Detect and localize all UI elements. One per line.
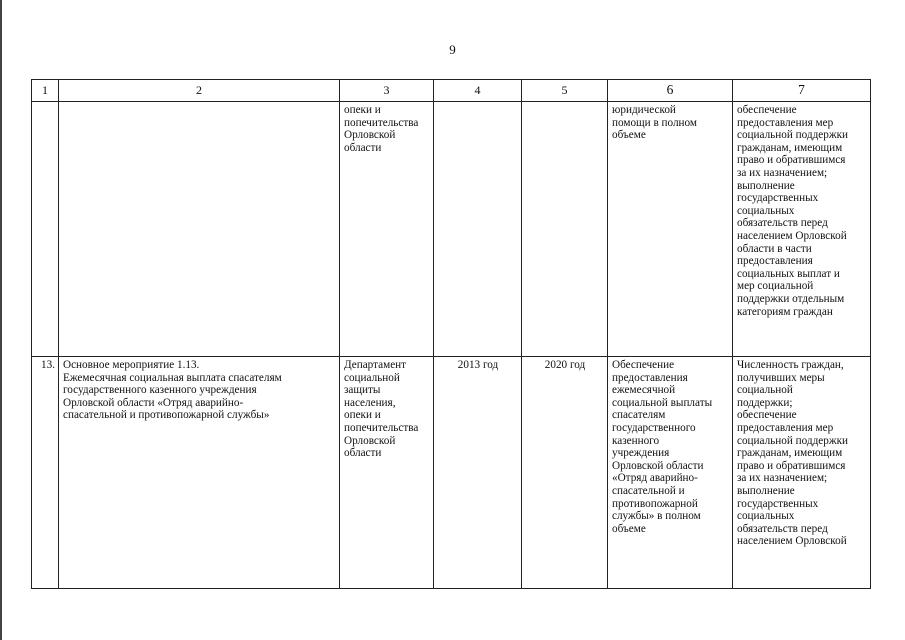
- text-line: противопожарной: [612, 497, 698, 510]
- text-line: социальных выплат и: [737, 267, 840, 280]
- item-cell-activity: [59, 357, 340, 589]
- text-line: социальной поддержки: [737, 434, 849, 447]
- text-line: выполнение: [737, 484, 795, 497]
- text-line: обеспечение: [737, 104, 797, 116]
- text-line: выполнение: [737, 179, 795, 192]
- text-line: опеки и: [344, 409, 381, 422]
- item-cell-start-year: 2013 год: [434, 357, 522, 589]
- text-line: предоставления: [612, 371, 688, 384]
- program-table: [31, 79, 871, 589]
- text-line: категориям граждан: [737, 305, 833, 318]
- text-line: гражданам, имеющим: [737, 447, 843, 460]
- cont-cell-end-year: [522, 102, 608, 357]
- text-line: Орловской: [344, 434, 396, 447]
- text-line: области в части: [737, 242, 812, 255]
- text-line: Основное мероприятие 1.13.: [63, 359, 200, 371]
- text-line: объеме: [612, 522, 646, 535]
- cont-cell-number: [32, 102, 59, 357]
- cont-cell-indicators: [733, 102, 871, 357]
- text-line: помощи в полном: [612, 116, 697, 129]
- text-line: Орловской области «Отряд аварийно-: [63, 396, 244, 409]
- table-row-item-13: [32, 357, 871, 589]
- cont-cell-executor: [340, 102, 434, 357]
- text-line: области: [344, 141, 382, 154]
- text-line: гражданам, имеющим: [737, 141, 843, 154]
- text-line: государственных: [737, 497, 819, 510]
- text-line: поддержки;: [737, 396, 793, 409]
- text-line: право и обратившимся: [737, 154, 846, 167]
- text-line: объеме: [612, 129, 646, 142]
- cont-cell-expected-result: [608, 102, 733, 357]
- text-line: юридической: [612, 104, 676, 116]
- text-line: социальной: [737, 384, 793, 397]
- text-line: Обеспечение: [612, 359, 675, 371]
- text-line: области: [344, 447, 382, 460]
- text-line: государственного казенного учреждения: [63, 384, 257, 397]
- text-line: казенного: [612, 434, 660, 447]
- text-line: Ежемесячная социальная выплата спасателям: [63, 371, 282, 384]
- text-line: учреждения: [612, 447, 670, 460]
- header-cell-5: 5: [522, 80, 608, 102]
- header-cell-4: 4: [434, 80, 522, 102]
- page-number: 9: [449, 42, 456, 57]
- page-left-edge: [0, 0, 2, 640]
- text-line: за их назначением;: [737, 166, 828, 179]
- header-cell-2: 2: [59, 80, 340, 102]
- text-line: поддержки отдельным: [737, 292, 845, 305]
- item-cell-executor: [340, 357, 434, 589]
- text-line: за их назначением;: [737, 472, 828, 485]
- item-cell-end-year: 2020 год: [522, 357, 608, 589]
- text-line: право и обратившимся: [737, 459, 846, 472]
- cont-cell-start-year: [434, 102, 522, 357]
- text-line: предоставления: [737, 255, 813, 268]
- text-line: социальной выплаты: [612, 396, 713, 409]
- text-line: обязательств перед: [737, 217, 828, 230]
- item-cell-expected-result: [608, 357, 733, 589]
- text-line: государственного: [612, 421, 696, 434]
- text-line: социальной: [344, 371, 400, 384]
- text-line: социальных: [737, 510, 795, 523]
- text-line: обязательств перед: [737, 522, 828, 535]
- text-line: Орловской области: [612, 459, 704, 472]
- text-line: спасательной и: [612, 484, 685, 497]
- text-line: Орловской: [344, 129, 396, 142]
- table-header-row: [32, 80, 871, 102]
- header-cell-6: 6: [608, 80, 733, 102]
- text-line: предоставления мер: [737, 421, 834, 434]
- text-line: защиты: [344, 384, 381, 397]
- text-line: населением Орловской: [737, 535, 847, 548]
- text-line: опеки и: [344, 104, 381, 116]
- header-cell-3: 3: [340, 80, 434, 102]
- text-line: Численность граждан,: [737, 359, 844, 371]
- text-line: государственных: [737, 192, 819, 205]
- text-line: населения,: [344, 396, 396, 409]
- text-line: обеспечение: [737, 409, 797, 422]
- text-line: Департамент: [344, 359, 407, 371]
- table-row-continuation: [32, 102, 871, 357]
- text-line: населением Орловской: [737, 229, 847, 242]
- header-cell-1: 1: [32, 80, 59, 102]
- item-cell-number: 13.: [32, 357, 59, 589]
- text-line: предоставления мер: [737, 116, 834, 129]
- text-line: «Отряд аварийно-: [612, 472, 698, 485]
- text-line: социальной поддержки: [737, 129, 849, 142]
- text-line: попечительства: [344, 116, 419, 129]
- text-line: службы» в полном: [612, 510, 701, 523]
- text-line: мер социальной: [737, 280, 814, 293]
- text-line: социальных: [737, 204, 795, 217]
- item-cell-indicators: [733, 357, 871, 589]
- text-line: получивших меры: [737, 371, 825, 384]
- cont-cell-activity: [59, 102, 340, 357]
- text-line: попечительства: [344, 421, 419, 434]
- text-line: ежемесячной: [612, 384, 676, 397]
- text-line: спасателям: [612, 409, 666, 422]
- header-cell-7: 7: [733, 80, 871, 102]
- text-line: спасательной и противопожарной службы»: [63, 409, 270, 422]
